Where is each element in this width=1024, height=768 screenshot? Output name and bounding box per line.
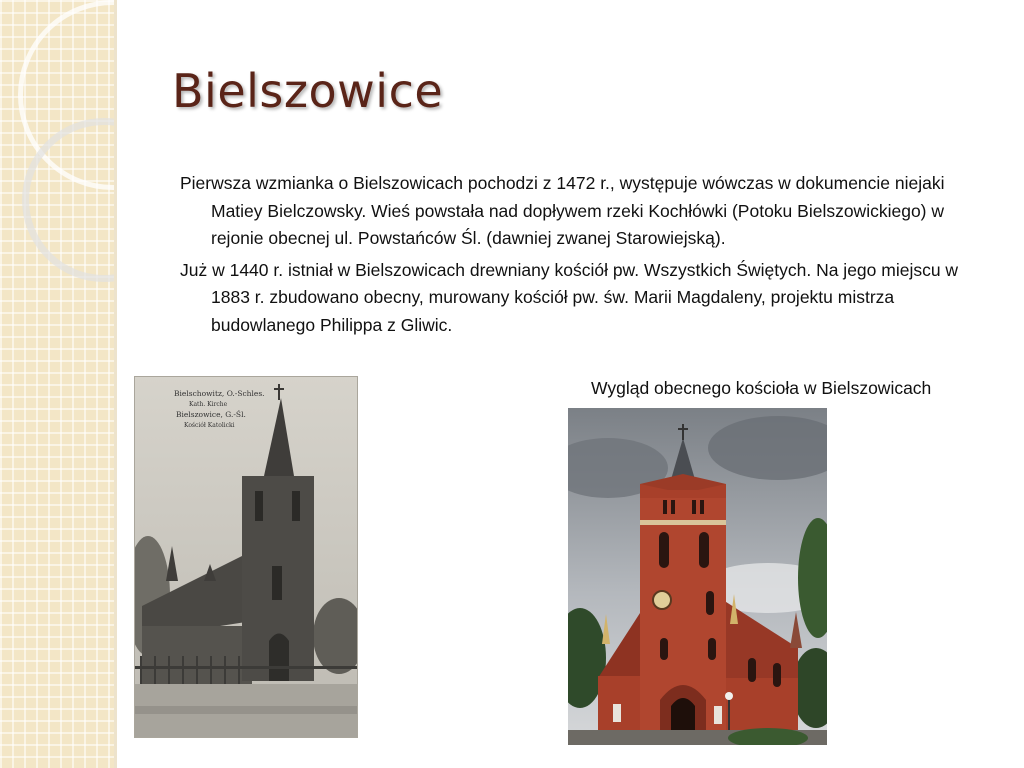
slide-title: Bielszowice	[172, 64, 444, 118]
slide-body	[180, 170, 1000, 343]
postcard-line: Kath. Kirche	[189, 401, 228, 408]
postcard-line: Bielszowice, G.-Śl.	[176, 410, 246, 419]
paragraph-first-mention: Pierwsza wzmianka o Bielszowicach pochodzi z 1472 r., występuje wówczas w dokumencie niejaki Matiey Bielczowsky. Wieś powstała nad dopływem rzeki Kochłówki (Potoku Bielszowickiego) w rejonie obecnej ul. Powstańców Śl. (dawniej zwanej Starowiejską).	[180, 173, 945, 248]
side-strip-edge	[114, 0, 117, 768]
current-church-photo	[568, 408, 827, 745]
paragraph-church-history: Już w 1440 r. istniał w Bielszowicach drewniany kościół pw. Wszystkich Świętych. Na jego miejscu w 1883 r. zbudowano obecny, murowany kościół pw. św. Marii Magdaleny, projektu mistrza budowlanego Philippa z Gliwic.	[180, 259, 959, 335]
postcard-line: Kościół Katolicki	[184, 422, 235, 429]
postcard-line: Bielschowitz, O.-Schles.	[174, 389, 265, 398]
photo-caption: Wygląd obecnego kościoła w Bielszowicach	[591, 378, 932, 398]
decorative-side-strip	[0, 0, 114, 768]
old-church-postcard-photo	[134, 376, 358, 738]
